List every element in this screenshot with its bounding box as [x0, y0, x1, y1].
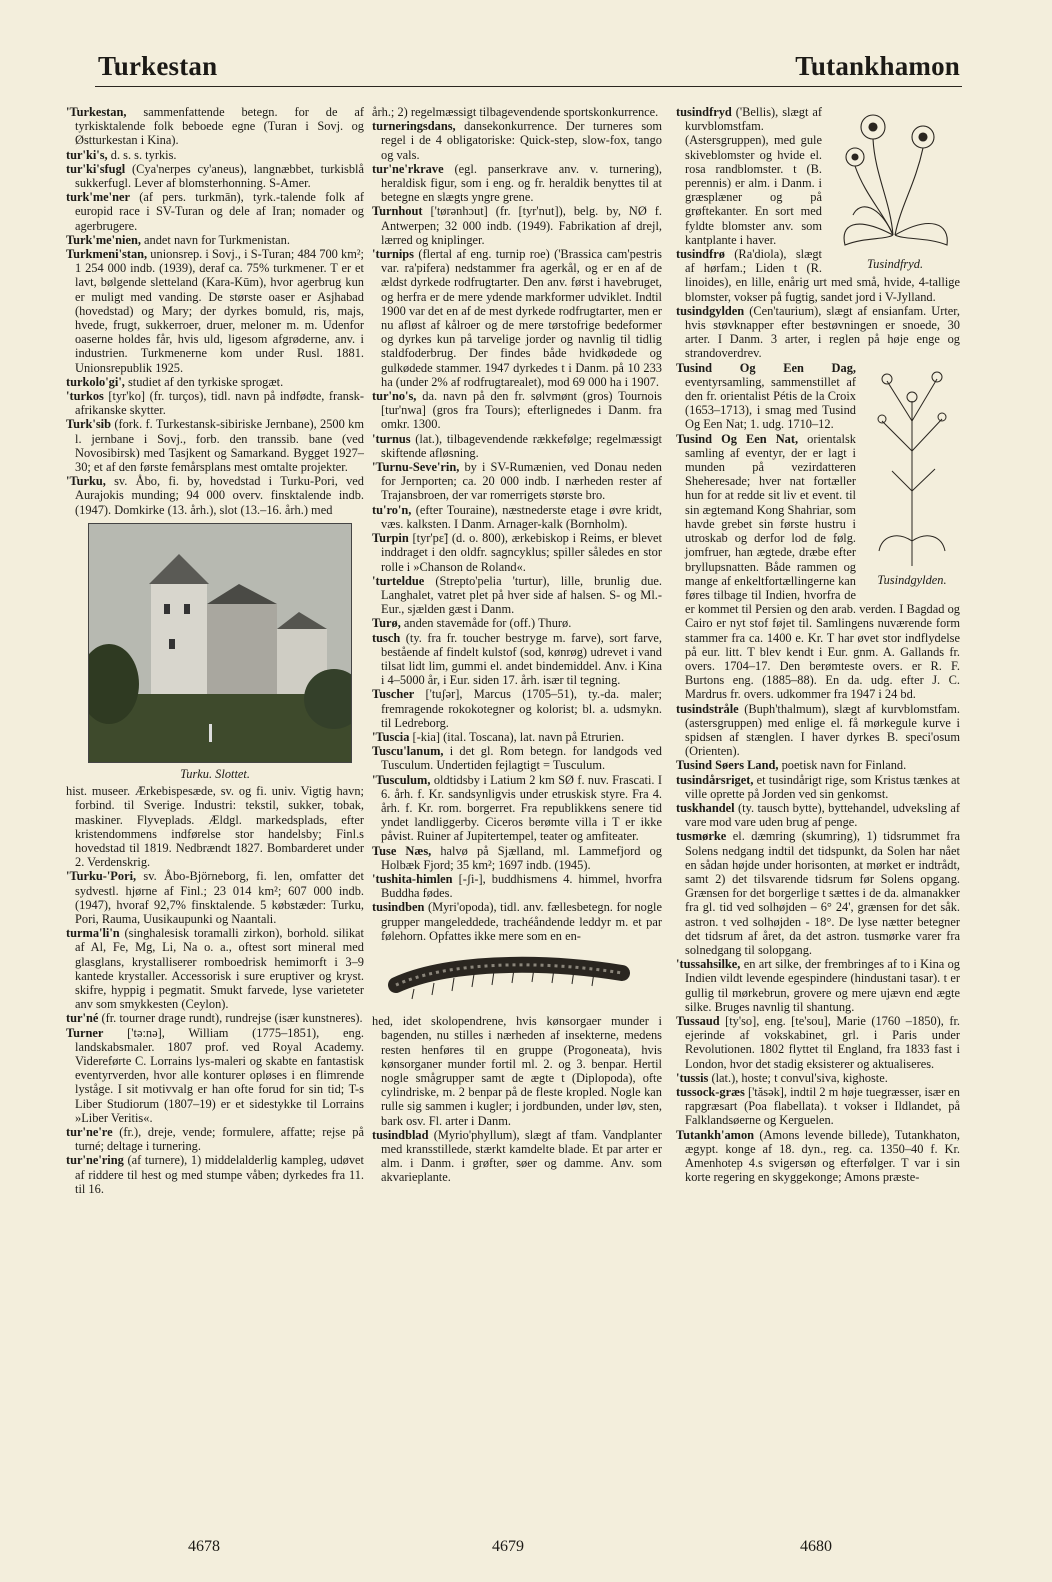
- dictionary-entry: [372, 574, 662, 617]
- entry-headword: tusindfrø: [676, 247, 725, 262]
- entry-text: studiet af den tyrkiske sprogæt.: [124, 374, 284, 389]
- dictionary-entry: [66, 148, 364, 162]
- entry-headword: tur'no's,: [372, 389, 417, 404]
- entry-headword: tusmørke: [676, 829, 727, 844]
- entry-text: [-kia] (ital. Toscana), lat. navn på Etrurien.: [409, 729, 625, 744]
- dictionary-entry: [372, 1128, 662, 1185]
- entry-text: (af pers. turkmān), tyrk.-talende folk af europid race i SV-Turan og dele af Iran; nomader og agerbrugere.: [75, 190, 364, 233]
- dictionary-entry: [66, 474, 364, 517]
- entry-text: en art silke, der frembringes af to i Kina og Indien vildt levende egespindere (hindustani tasar). t er gullig til mørkebrun, grovere og mere ujævn end ægte silke. Bruges navnlig til shantung.: [685, 957, 960, 1014]
- dictionary-entry: [66, 1153, 364, 1196]
- tusindfryd-figure: [830, 105, 960, 271]
- dictionary-entry: [372, 616, 662, 630]
- entry-text: [ty'so], eng. [te'sou], Marie (1760 –1850), fr. ejerinde af vokskabinet, grl. i Paris under Revolutionen. 1802 flyttet til England, fra 1833 fast i London, hvor det stadig eksisterer og aktualiseres.: [685, 1014, 960, 1071]
- entry-text: (Amons levende billede), Tutankhaton, ægypt. konge af 18. dyn., reg. ca. 1350–40 f. Kr. Amenhotep 4.s svigersøn og efterfølger. T var i sin korte regering en skyggekonge; Amons præste-: [685, 1127, 960, 1185]
- dictionary-entry: [66, 1125, 364, 1153]
- dictionary-entry: [66, 105, 364, 148]
- column-3: [676, 105, 960, 1184]
- entry-headword: Turk'sib: [66, 417, 112, 432]
- entry-text: anden stavemåde for (off.) Thurø.: [400, 616, 572, 631]
- entry-text: da. navn på den fr. sølvmønt (gros) Tournois [tur'nwa] (gros fra Tours); efterlignedes i Danm. fra omkr. 1300.: [381, 389, 662, 432]
- entry-text: (lat.), tilbagevendende rækkefølge; regelmæssigt skiftende afløsning.: [381, 431, 662, 460]
- entry-text: orientalsk samling af eventyr, der er lagt i munden på vezirdatteren Sheheresade; hver nat fortæller hun for at redde sit liv et event. til sin ægtemand Kong Shahriar, som havde grebet sin første hustru i utroskab og derfor lod de følg. jomfruer, han ægtede, dræbe efter bryllupsnatten. Både rammen og mange af enkeltfortællingerne kan føres tilbage til Indien, hvorfra de er kommet til Persien og den arab. verden. I Bagdad og Cairo er nyt stof føjet til. Samlingens nuværende form stammer fra ca. 1400 e. Kr. T har øvet stor indflydelse på eur. litt. T blev kendt i Eur. gnm. A. Gallands fr. overs. 1704–17. Den berømteste overs. er R. F. Burtons eng. (1885–88). En da. udg. efter J. C. Mardrus fr. overs. udkommer fra 1947 i 24 bd.: [685, 431, 960, 702]
- entry-text: andet navn for Turkmenistan.: [140, 232, 290, 247]
- entry-text: [-ʃi-], buddhismens 4. himmel, hvorfra Buddha fødes.: [381, 871, 662, 901]
- castle-illustration: [89, 524, 351, 762]
- entry-text: unionsrep. i Sovj., i S-Turan; 484 700 km²; 1 254 000 indb. (1939), deraf ca. 75% turkmener. T er et lavt, bølgende sletteland (Kara-Kūm), hvor agerbrug kun er muligt med vanding. De største oaser er Asjhabad (hovedstad) og Mary; der dyrkes bomuld, ris, majs, hvede, frugt, sukkerroer, druer, meloner m. m. Udenfor oaserne holdes får, hvis uld, ligesom afgrøderne, anv. i industrien. Turkmenerne kom under Rusl. 1881. Unionsrepublik 1925.: [75, 247, 364, 375]
- dictionary-entry: [372, 1014, 662, 1128]
- entry-text: (fr.), dreje, vende; formulere, affatte; rejse på turné; deltage i turnering.: [75, 1124, 364, 1154]
- dictionary-entry: [372, 119, 662, 162]
- dictionary-entry: [676, 702, 960, 759]
- dictionary-entry: [676, 957, 960, 1014]
- entry-text: (Cya'nerpes cy'aneus), langnæbbet, turkisblå sukkerfugl. Lever af blomsterhonning. S-Amer.: [75, 161, 364, 191]
- dictionary-entry: [676, 829, 960, 957]
- entry-headword: Tutankh'amon: [676, 1127, 755, 1142]
- tusindfryd-caption: Tusindfryd.: [866, 257, 924, 272]
- entry-text: (af turnere), 1) middelalderlig kampleg, udøvet af riddere til hest og med stumpe våben; dyrkedes fra 11. til 16.: [75, 1153, 364, 1196]
- entry-text: hed, idet skolopendrene, hvis kønsorgaer munder i bagenden, nu stilles i nærheden af insekterne, medens resten henføres til en gruppe (Progoneata), hvis kønsorganer munder fortil ml. 2. og 3. benpar. Hertil nogle smågrupper samt de ægte t (Diplopoda), ofte cylindriske, m. 2 benpar på de fleste kropled. Nogle kan rulle sig sammen i kugler; i jordbunden, under løv, sten, bark osv. Fl. arter i Danm.: [372, 1014, 662, 1128]
- entry-text: årh.; 2) regelmæssigt tilbagevendende sportskonkurrence.: [372, 105, 659, 119]
- page-number-center: 4679: [492, 1538, 524, 1555]
- entry-headword: Turnhout: [372, 204, 423, 219]
- entry-headword: Tuscu'lanum,: [372, 744, 444, 759]
- dictionary-entry: [676, 1071, 960, 1085]
- entry-headword: tusindgylden: [676, 303, 745, 318]
- column-1-entries-b: [66, 784, 364, 1196]
- dictionary-entry: [372, 105, 662, 119]
- entry-headword: tusindfryd: [676, 105, 732, 119]
- centipede-illustration: [384, 951, 634, 1003]
- entry-headword: turneringsdans,: [372, 119, 456, 134]
- dictionary-entry: [66, 417, 364, 474]
- dictionary-entry: [372, 389, 662, 432]
- entry-text: sv. Åbo-Björneborg, fi. len, omfatter det sydvestl. hjørne af Finl.; 23 014 km²; 607 000 indb. (1947), hvoraf 92,7% finsktalende. 5 købstæder: Turku, Pori, Rauma, Uusikaupunki og Naantali.: [75, 869, 364, 926]
- entry-text: (Myri'opoda), tidl. anv. fællesbetegn. for nogle grupper mangeleddede, trachéåndende leddyr m. et par følehorn. Opfattes ikke mere som en en-: [381, 900, 662, 943]
- entry-text: (lat.), hoste; t convul'siva, kighoste.: [708, 1070, 888, 1085]
- entry-text: et tusindårigt rige, som Kristus tænkes at ville oprette på Jorden ved sin genkomst.: [685, 772, 960, 801]
- entry-headword: tu'ro'n,: [372, 502, 412, 517]
- entry-text: [tyr'ko] (fr. turços), tidl. navn på indfødte, fransk-afrikanske skytter.: [75, 389, 364, 418]
- entry-text: (ty. fra fr. toucher bestryge m. farve), sort farve, bestående af findelt kulstof (sod, kønrøg) udrevet i vand tilsat lidt lim, gummi el. andet bindemiddel. Anv. i Kina i 4–5000 år, i Eur. siden 17. årh. især til tegning.: [381, 630, 662, 688]
- centipede-figure: [384, 951, 662, 1006]
- entry-text: ['tə:nə], William (1775–1851), eng. landskabsmaler. 1807 prof. ved Royal Academy. Videreførte C. Lorrains lys-maleri og skabte en fantastisk eventyrverden, hvor alle konturer opløses i en flimrende lyståge. I sit motivvalg er han ofte forud for sin tid; T-s Liber Studiorum (1807–19) er et sidestykke til Lorrains »Liber Veritis«.: [75, 1025, 364, 1125]
- dictionary-entry: [372, 631, 662, 688]
- entry-headword: tur'ne're: [66, 1124, 113, 1139]
- dictionary-entry: [66, 1026, 364, 1125]
- entry-text: (ty. tausch bytte), byttehandel, udveksling af vare mod vare uden brug af penge.: [685, 800, 960, 830]
- dictionary-entry: [372, 773, 662, 844]
- dictionary-entry: [66, 190, 364, 233]
- dictionary-entry: [676, 1128, 960, 1185]
- entry-headword: tur'ki's,: [66, 147, 108, 162]
- dictionary-entry: [66, 869, 364, 926]
- dictionary-entry: [676, 801, 960, 829]
- dictionary-entry: [66, 784, 364, 869]
- dictionary-entry: [676, 304, 960, 361]
- column-1-entries: [66, 105, 364, 517]
- entry-headword: turk'me'ner: [66, 190, 131, 205]
- entry-headword: tusindben: [372, 900, 425, 915]
- entry-text: sv. Åbo, fi. by, hovedstad i Turku-Pori, ved Aurajokis munding; 94 000 overv. finsktalende indb. (1947). Domkirke (13. årh.), slot (13.–16. årh.) med: [75, 474, 364, 517]
- entry-text: dansekonkurrence. Der turneres som regel i de 4 obligatoriske: Quick-step, slow-fox, tango og vals.: [381, 119, 662, 162]
- entry-headword: Turner: [66, 1025, 104, 1040]
- dictionary-entry: [372, 204, 662, 247]
- entry-headword: Turpin: [372, 531, 409, 546]
- entry-text: (singhalesisk toramalli zirkon), borhold. silikat af Al, Fe, Mg, Li, Na o. a., oftest sort mineral med glasglans, krystalliserer romboedrisk hemimorft i 3–9 kantede krystaller. Accessorisk i sure eruptiver og kryst. skifre, hyppig i pegmatit. Smukt farvede, lyse varieteter anv som smykkesten (Ceylon).: [75, 926, 364, 1012]
- entry-headword: 'tushita-himlen: [372, 871, 453, 886]
- entry-headword: 'turkos: [66, 389, 104, 404]
- dictionary-entry: [372, 432, 662, 460]
- entry-text: oldtidsby i Latium 2 km SØ f. nuv. Frascati. I 6. årh. f. Kr. sandsynligvis under etruskisk styre. Fra 4. årh. f. Kr. rom. borgerret. Fra republikkens senere tid yndet landliggerby. Ciceros berømte villa i T er ikke påvist. Ruiner af Jupitertempel, teater og amfiteater.: [381, 772, 662, 844]
- entry-text: el. dæmring (skumring), 1) tidsrummet fra Solens nedgang indtil det tidspunkt, da Solen har nået en sådan højde under horisonten, at mørket er indtrådt, samt 2) det tilsvarende tidsrum før Solens opgang. Grænsen for det borgerlige t sættes i de da. almanakker fra gl. tid ved solhøjden – 6° 24', grænsen for det såk. astron. t ved solhøjden - 18°. De lyse nætter betegner det tidsrum af året, da det astron. tusmørke varer fra solnedgang til solopgang.: [685, 829, 960, 957]
- column-2-entries-b: [372, 1014, 662, 1184]
- dictionary-entry: [676, 1014, 960, 1071]
- entry-headword: 'turteldue: [372, 573, 425, 588]
- entry-headword: 'Turkestan,: [66, 105, 127, 119]
- column-2: [372, 105, 662, 1185]
- page-number-left: 4678: [188, 1538, 220, 1555]
- entry-headword: 'turnus: [372, 431, 411, 446]
- dictionary-entry: [676, 773, 960, 801]
- entry-headword: Tuscher: [372, 687, 415, 702]
- entry-headword: turkolo'gi',: [66, 374, 125, 389]
- entry-headword: tusch: [372, 630, 401, 645]
- entry-text: i det gl. Rom betegn. for landgods ved Tusculum. Undertiden fejlagtigt = Tusculum.: [381, 744, 662, 773]
- entry-text: (fr. tourner drage rundt), rundrejse (især kunstneres).: [98, 1011, 363, 1026]
- dictionary-entry: [372, 247, 662, 389]
- entry-headword: 'Turku,: [66, 474, 106, 489]
- entry-text: halvø på Sjælland, ml. Lammefjord og Holbæk Fjord; 35 km²; 1697 indb. (1945).: [381, 843, 662, 872]
- dictionary-entry: [66, 233, 364, 247]
- entry-headword: Tuse Næs,: [372, 843, 432, 858]
- entry-text: ['tørənhɔut] (fr. [tyr'nut]), belg. by, NØ f. Antwerpen; 32 000 indb. (1949). Fabrikation af drejl, lærred og kniplinger.: [381, 204, 662, 247]
- entry-text: (fork. f. Turkestansk-sibiriske Jernbane), 2500 km l. jernbane i Sovj., forb. den transsib. bane (ved Novosibirsk) med Tasjkent og Samarkand. Bygget 1927–30; et af den første femårsplans mest omtalte projekter.: [75, 417, 364, 475]
- entry-headword: tur'né: [66, 1011, 99, 1026]
- dictionary-entry: [372, 872, 662, 900]
- dictionary-entry: [372, 900, 662, 943]
- entry-text: sammenfattende betegn. for de af tyrkisktalende folk beboede egne (Turan i Sovj. og Østturkestan i Kina).: [75, 105, 364, 148]
- dictionary-entry: [372, 844, 662, 872]
- dictionary-entry: [372, 460, 662, 503]
- running-head-left: Turkestan: [98, 51, 218, 81]
- entry-headword: 'Turnu-Seve'rin,: [372, 460, 460, 475]
- entry-headword: turma'li'n: [66, 926, 120, 941]
- entry-text: (Myrio'phyllum), slægt af tfam. Vandplanter med kransstillede, stærkt kamdelte blade. Et par arter er alm. i Danm. i grøfter, søer og damme. Anv. som akvarieplante.: [381, 1127, 662, 1185]
- dictionary-entry: [372, 744, 662, 772]
- entry-headword: Turø,: [372, 616, 401, 631]
- dictionary-entry: [66, 1011, 364, 1025]
- entry-text: poetisk navn for Finland.: [778, 758, 907, 773]
- entry-headword: Tusind Og Een Dag,: [676, 360, 856, 375]
- entry-text: ['tăsək], indtil 2 m høje tuegræsser, især en rapgræsart (Poa flabellata). t vokser i Ildlandet, på Falklandsøerne og Kerguelen.: [685, 1085, 960, 1128]
- entry-text: [tyr'pɛ̃] (d. o. 800), ærkebiskop i Reims, er blevet inddraget i den oldfr. sagncyklus; spiller således en stor rolle i »Chanson de Roland«.: [381, 531, 662, 574]
- turku-castle-figure: [66, 523, 364, 781]
- column-1: [66, 105, 364, 1196]
- entry-headword: tussock-græs: [676, 1085, 745, 1100]
- entry-text: (efter Touraine), næstnederste etage i øvre kridt, væs. kalksten. I Danm. Arnager-kalk (Bornholm).: [381, 502, 662, 531]
- entry-text: (Ra'diola), slægt af hørfam.; Liden t (R. linoides), en lille, enårig urt med små, hvide, 4-tallige blomster, vokser på fugtig, sandet jord i V-Jylland.: [685, 247, 960, 304]
- dictionary-entry: [676, 758, 960, 772]
- entry-text: d. s. s. tyrkis.: [107, 147, 177, 162]
- entry-text: by i SV-Rumænien, ved Donau neden for Jernporten; ca. 20 000 indb. I nærheden rester af Trajansbroen, der var romerrigets største bro.: [381, 460, 662, 503]
- entry-headword: 'Tusculum,: [372, 772, 431, 787]
- dictionary-entry: [372, 162, 662, 205]
- daisy-illustration: [835, 105, 955, 255]
- turku-caption: Turku. Slottet.: [180, 766, 250, 781]
- dictionary-entry: [676, 1085, 960, 1128]
- page-header: [95, 44, 962, 87]
- dictionary-entry: [66, 375, 364, 389]
- entry-headword: Turkmeni'stan,: [66, 247, 148, 262]
- entry-headword: tur'ne'rkrave: [372, 161, 444, 176]
- entry-headword: tusindårsriget,: [676, 772, 754, 787]
- entry-text: (flertal af eng. turnip roe) ('Brassica cam'pestris var. ra'pifera) nedstammer fra agerkål, og er en af de ældst dyrkede rodfrugtarter. Den anv. først i havebruget, og herfra er de mere ydende markformer udviklet. Indtil 1900 var det en af de mest dyrkede rodfrugtarter, men er nu afløst af kålroer og de mere tørstofrige bedeformer og dyrkes kun på tarvelige jorder og navnlig til tidlig staldfoderbrug. Der findes både hvidkødede og gulkødede stammer. 1947 dyrkedes t i Danm. på 10 233 ha (under 2% af rodfrugtarealet), mod 69 000 ha i 1907.: [381, 247, 662, 389]
- column-2-entries: [372, 105, 662, 943]
- entry-text: (egl. panserkrave anv. v. turnering), heraldisk figur, som i eng. og fr. heraldik benyttes til at betegne en slægts yngre grene.: [381, 161, 662, 205]
- entry-headword: 'tussis: [676, 1070, 709, 1085]
- entry-headword: 'tussahsilke,: [676, 957, 741, 972]
- entry-text: hist. museer. Ærkebispesæde, sv. og fi. univ. Vigtig havn; forbind. til Sverige. Industri: tekstil, sukker, tobak, maskiner. Flyveplads. Ældgl. markedsplads, efter kristendommens indførelse stor handelsby; Finl.s hovedstad til 1819. Nedbrændt 1827. Bombarderet under 2. Verdenskrig.: [66, 784, 364, 870]
- tusindgylden-caption: Tusindgylden.: [877, 572, 947, 587]
- dictionary-entry: [66, 162, 364, 190]
- turku-castle-photo: [88, 523, 352, 763]
- dictionary-entry: [66, 389, 364, 417]
- entry-headword: 'Tuscia: [372, 729, 410, 744]
- entry-headword: tuskhandel: [676, 800, 735, 815]
- dictionary-entry: [372, 730, 662, 744]
- entry-text: (Buph'thalmum), slægt af kurvblomstfam. (astersgruppen) med enlige el. få mørkegule kurve i spidsen af stænglen. I haver dyrkes B. speci'osum (Orienten).: [685, 701, 960, 759]
- entry-headword: Tussaud: [676, 1014, 720, 1028]
- entry-headword: Tusind Og Een Nat,: [676, 431, 799, 446]
- dictionary-entry: [372, 687, 662, 730]
- entry-headword: tusindblad: [372, 1127, 429, 1142]
- entry-text: (Strepto'pelia 'turtur), lille, brunlig due. Langhalet, vatret plet på hver side af halsen. S- og Ml.-Eur., sjælden gæst i Danm.: [381, 573, 662, 617]
- entry-headword: Turk'me'nien,: [66, 232, 141, 247]
- entry-headword: tur'ne'ring: [66, 1153, 124, 1168]
- entry-headword: 'turnips: [372, 247, 415, 262]
- entry-headword: tusindstråle: [676, 701, 739, 716]
- running-head-right: Tutankhamon: [795, 51, 960, 81]
- entry-headword: 'Turku-'Pori,: [66, 869, 137, 884]
- entry-text: ['tuʃər], Marcus (1705–51), ty.-da. maler; fremragende rokokotegner og kolorist; bl. a. udsmykn. til Ledreborg.: [381, 687, 662, 730]
- dictionary-entry: [66, 926, 364, 1011]
- entry-text: eventyrsamling, sammenstillet af den fr. orientalist Pétis de la Croix (1653–1713), i smag med Tusind Og Een Nat; 1. udg. 1710–12.: [685, 374, 856, 432]
- dictionary-entry: [66, 247, 364, 375]
- entry-text: ('Bellis), slægt af kurvblomstfam. (Astersgruppen), med gule skiveblomster og hvide el. rosa randblomster. t (B. perennis) er alm. i Danm. i græsplæner og på grøftekanter. En sort med fyldte blomster anv. som kantplante i haver.: [685, 105, 822, 247]
- entry-headword: Tusind Søers Land,: [676, 758, 779, 773]
- centaury-illustration: [867, 361, 957, 571]
- entry-text: (Cen'taurium), slægt af ensianfam. Urter, hvis støvknapper efter bestøvningen er snoede, 30 arter. I Danm. 3 arter, i reglen på høje enge og strandoverdrev.: [685, 303, 960, 361]
- tusindgylden-figure: [864, 361, 960, 587]
- page-number-right: 4680: [800, 1538, 832, 1555]
- dictionary-entry: [372, 503, 662, 531]
- dictionary-entry: [372, 531, 662, 574]
- entry-headword: tur'ki'sfugl: [66, 161, 126, 176]
